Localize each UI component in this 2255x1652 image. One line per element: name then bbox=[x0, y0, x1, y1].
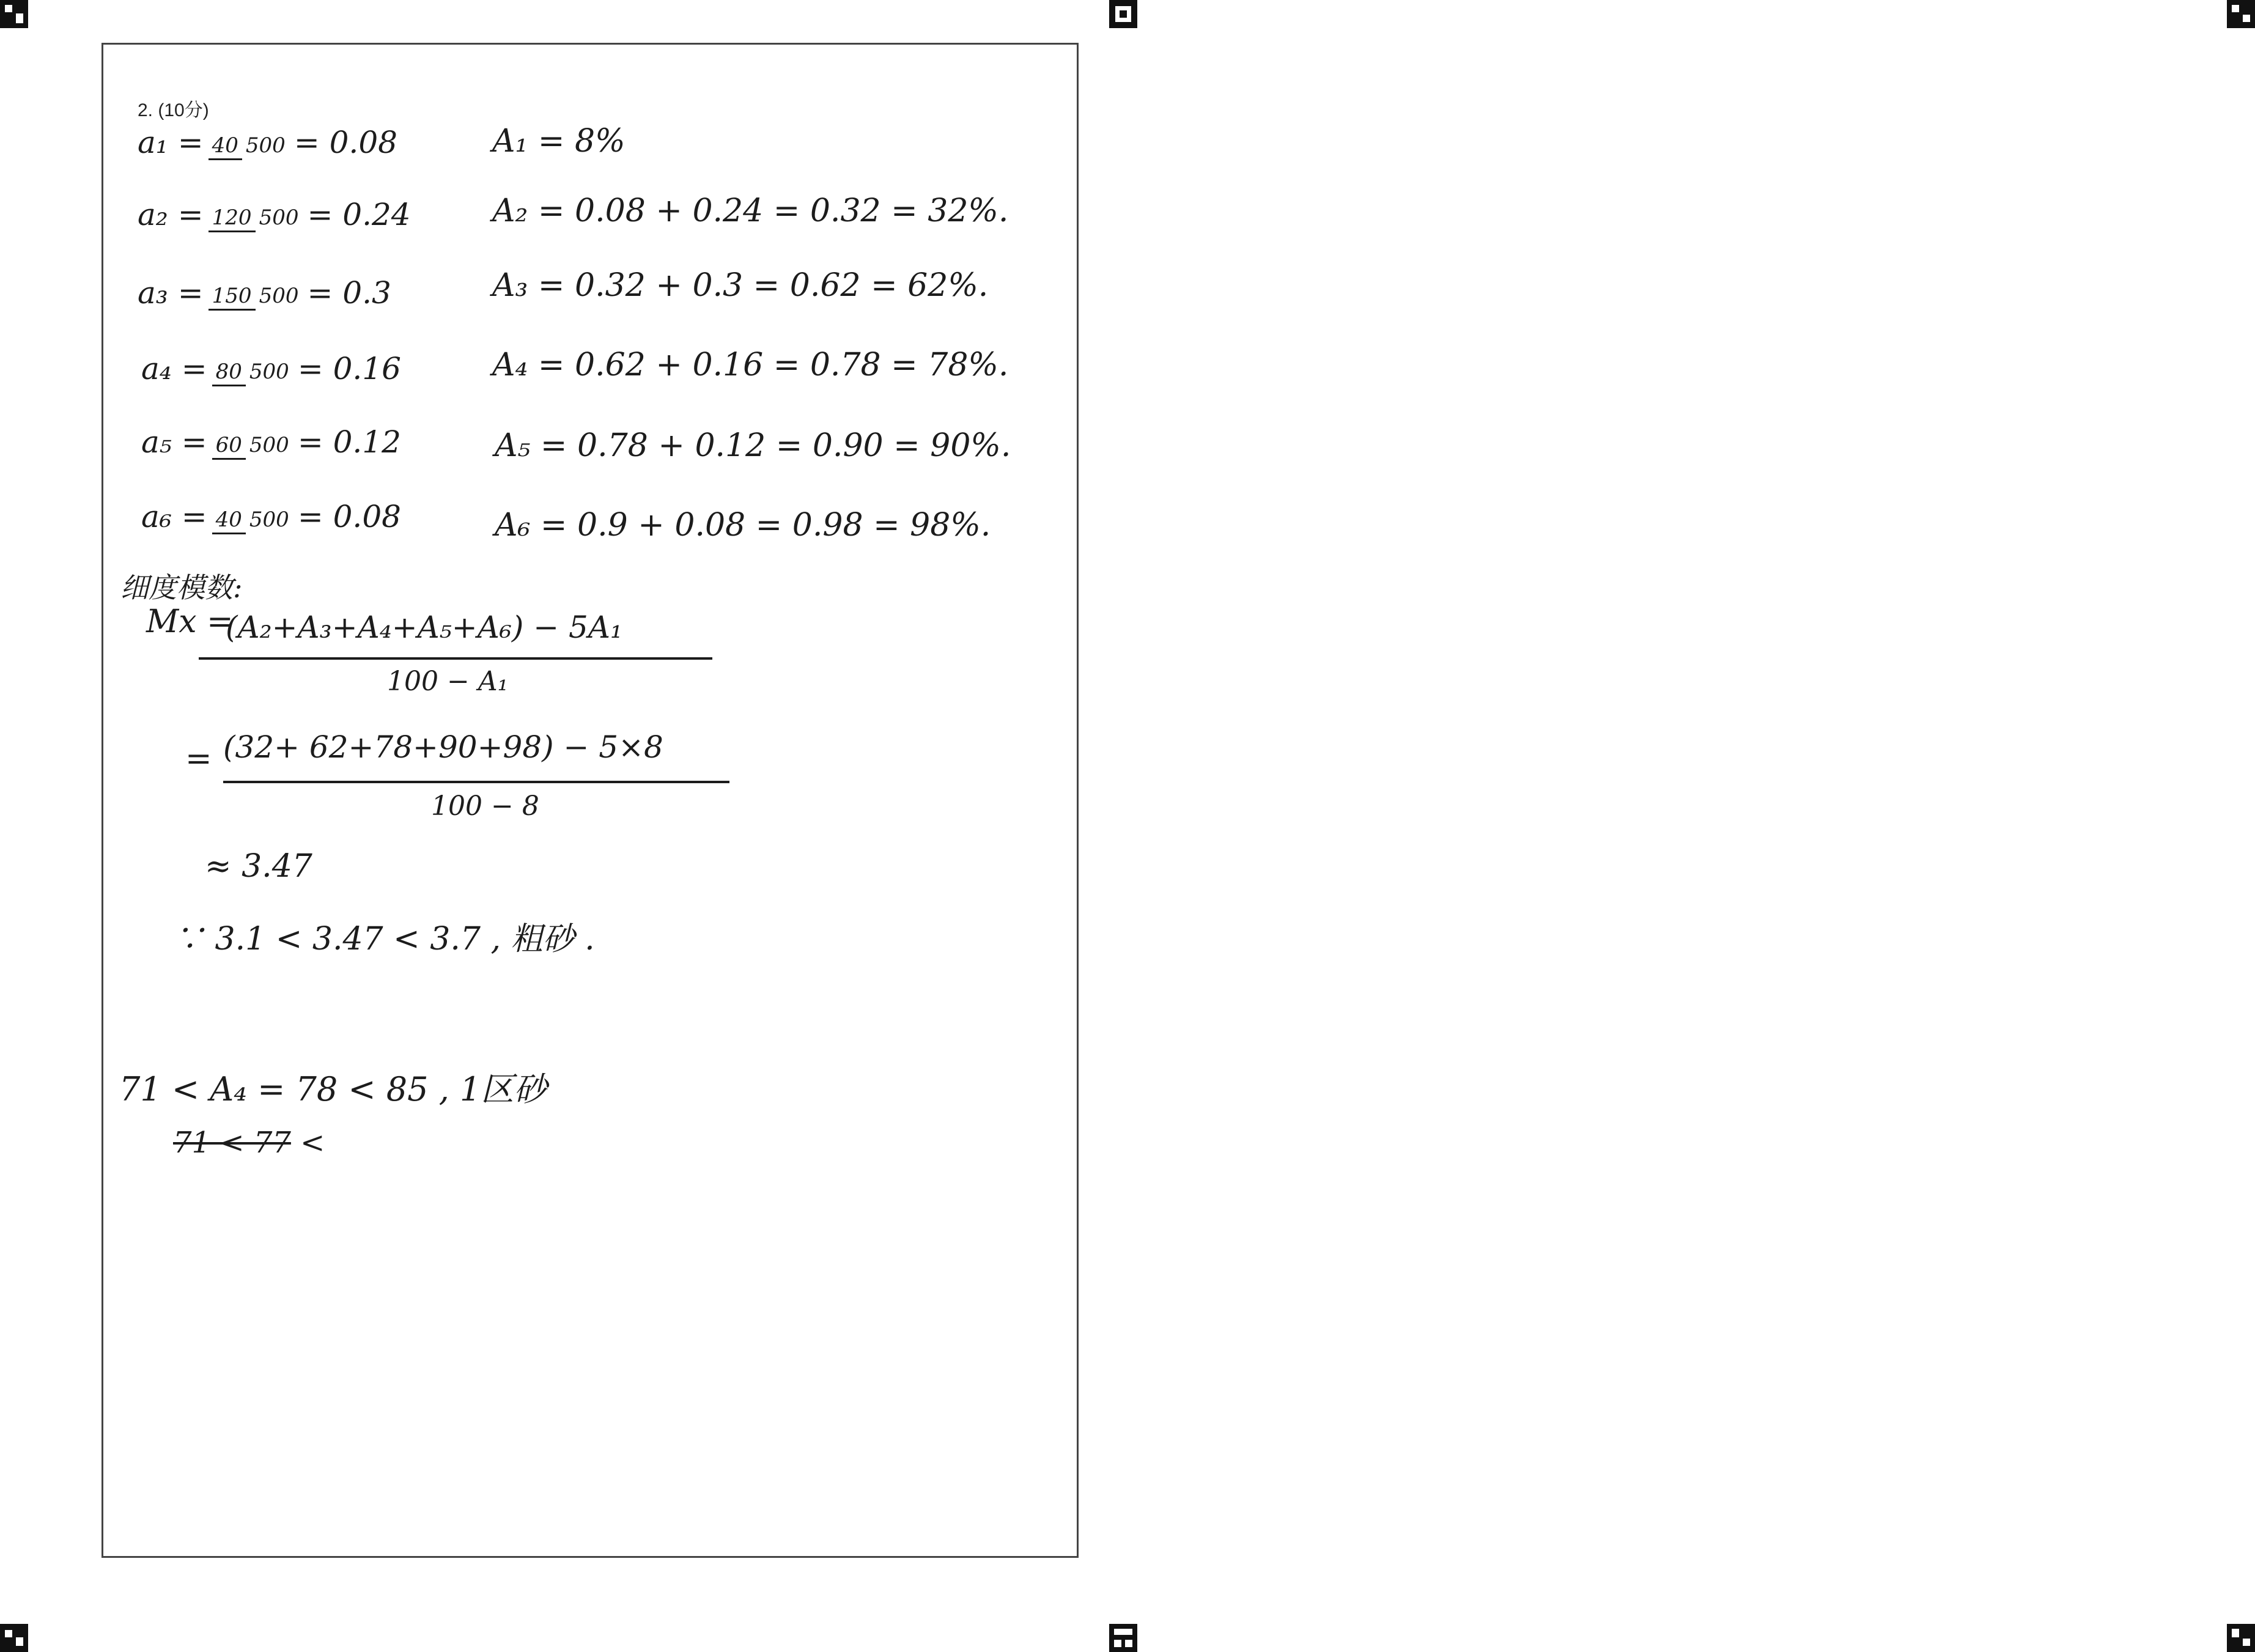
fineness-label: 细度模数: bbox=[120, 571, 243, 604]
zone-conclusion: 71 < A₄ = 78 < 85 , 1区砂 bbox=[119, 1070, 547, 1108]
coarse-sand-conclusion: ∵ 3.1 < 3.47 < 3.7 , 粗砂 . bbox=[173, 921, 595, 957]
approx-result: ≈ 3.47 bbox=[205, 848, 312, 885]
fraction-denominator: 500 bbox=[249, 433, 289, 457]
fraction-numerator: 80 bbox=[212, 361, 246, 386]
fraction-lhs: a₃ = bbox=[138, 275, 204, 311]
fraction bbox=[212, 498, 293, 534]
zone-crossed-out-line bbox=[173, 1126, 325, 1160]
registration-marker-bottom-center bbox=[1109, 1624, 1137, 1652]
substitution-denominator: 100 − 8 bbox=[431, 791, 539, 822]
cumulative-a4: A₄ = 0.62 + 0.16 = 0.78 = 78%. bbox=[492, 347, 1009, 383]
fineness-formula-numerator: (A₂+A₃+A₄+A₅+A₆) − 5A₁ bbox=[226, 610, 622, 645]
fraction-result: = 0.08 bbox=[293, 124, 397, 160]
fraction bbox=[209, 275, 303, 311]
fraction-denominator: 500 bbox=[259, 284, 299, 308]
registration-marker-bottom-right bbox=[2227, 1624, 2255, 1652]
fraction-denominator: 500 bbox=[245, 133, 286, 158]
fraction-result: = 0.24 bbox=[307, 196, 411, 232]
fraction-numerator: 60 bbox=[212, 434, 246, 460]
fraction-row-a1 bbox=[138, 124, 397, 160]
question-title: 2. (10分) bbox=[138, 100, 209, 120]
fraction-result: = 0.08 bbox=[297, 498, 401, 534]
fraction-row-a2 bbox=[138, 196, 411, 232]
fineness-formula-lhs: Mx = bbox=[146, 603, 234, 640]
fraction-denominator: 500 bbox=[249, 507, 289, 532]
registration-marker-bottom-left bbox=[0, 1624, 28, 1652]
answer-sheet bbox=[101, 43, 1079, 1558]
fraction-numerator: 120 bbox=[209, 207, 256, 232]
fraction-denominator: 500 bbox=[259, 205, 299, 230]
fraction-lhs: a₂ = bbox=[138, 196, 204, 232]
substitution-equals: = bbox=[185, 740, 212, 777]
fraction bbox=[209, 196, 303, 232]
fraction-row-a5 bbox=[141, 424, 401, 460]
fraction-numerator: 150 bbox=[209, 285, 256, 311]
substitution-numerator: (32+ 62+78+90+98) − 5×8 bbox=[223, 729, 663, 765]
crossed-out-text: 71 < 77 bbox=[173, 1126, 291, 1160]
registration-marker-top-center bbox=[1109, 0, 1137, 28]
fraction-result: = 0.16 bbox=[297, 350, 401, 386]
fraction bbox=[212, 424, 293, 460]
fraction-denominator: 500 bbox=[249, 360, 289, 384]
fraction-row-a3 bbox=[138, 275, 391, 311]
cumulative-a3: A₃ = 0.32 + 0.3 = 0.62 = 62%. bbox=[492, 267, 989, 304]
fraction bbox=[212, 350, 293, 386]
cumulative-a5: A₅ = 0.78 + 0.12 = 0.90 = 90%. bbox=[495, 427, 1011, 464]
trailing-text: < bbox=[300, 1126, 325, 1160]
fraction-result: = 0.12 bbox=[297, 424, 401, 460]
fraction-lhs: a₄ = bbox=[141, 350, 207, 386]
fraction-result: = 0.3 bbox=[307, 275, 391, 311]
cumulative-a2: A₂ = 0.08 + 0.24 = 0.32 = 32%. bbox=[492, 193, 1009, 229]
fraction-bar bbox=[199, 657, 712, 660]
fraction-lhs: a₆ = bbox=[141, 498, 207, 534]
fineness-formula-denominator: 100 − A₁ bbox=[387, 666, 509, 697]
fraction-row-a6 bbox=[141, 498, 401, 534]
fraction bbox=[209, 124, 289, 160]
fraction-numerator: 40 bbox=[209, 135, 242, 160]
registration-marker-top-left bbox=[0, 0, 28, 28]
fraction-numerator: 40 bbox=[212, 509, 246, 534]
fraction-lhs: a₁ = bbox=[138, 124, 204, 160]
cumulative-a1: A₁ = 8% bbox=[492, 123, 626, 160]
fraction-lhs: a₅ = bbox=[141, 424, 207, 460]
registration-marker-top-right bbox=[2227, 0, 2255, 28]
cumulative-a6: A₆ = 0.9 + 0.08 = 0.98 = 98%. bbox=[495, 507, 991, 544]
fraction-row-a4 bbox=[141, 350, 401, 386]
fraction-bar bbox=[223, 781, 729, 783]
